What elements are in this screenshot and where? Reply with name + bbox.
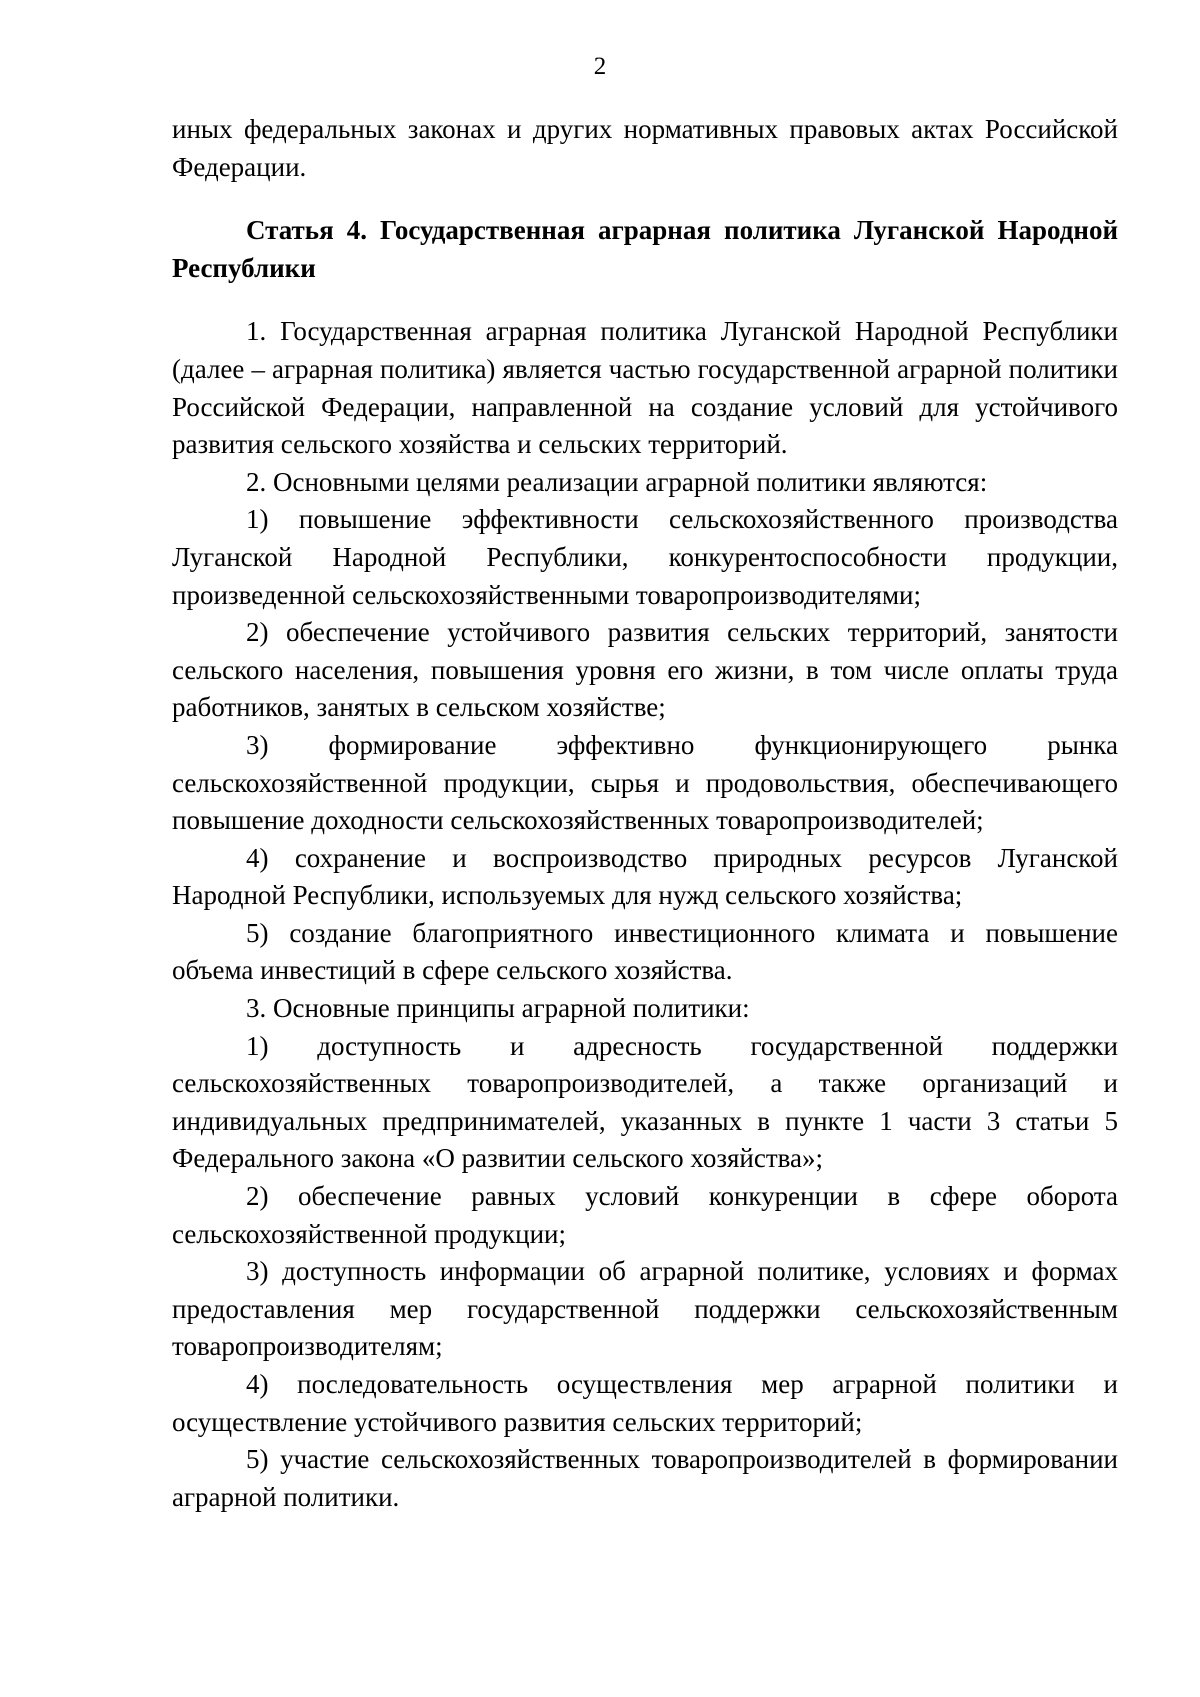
page-number: 2	[593, 53, 607, 80]
goal-item-2: 2) обеспечение устойчивого развития сельских территорий, занятости сельского населения, повышения уровня его жизни, в том числе оплаты труда работников, занятых в сельском хозяйстве;	[172, 617, 1118, 723]
principle-item-3: 3) доступность информации об аграрной политике, условиях и формах предоставления мер государственной поддержки сельскохозяйственным товаропроизводителям;	[172, 1256, 1118, 1362]
paragraph-3: 3. Основные принципы аграрной политики:	[246, 993, 750, 1024]
principle-item-5: 5) участие сельскохозяйственных товаропроизводителей в формировании аграрной политики.	[172, 1444, 1118, 1512]
goal-item-4: 4) сохранение и воспроизводство природных ресурсов Луганской Народной Республики, используемых для нужд сельского хозяйства;	[172, 842, 1118, 911]
goal-item-1: 1) повышение эффективности сельскохозяйственного производства Луганской Народной Республики, конкурентоспособности продукции, произведенной сельскохозяйственными товаропроизводителями;	[172, 504, 1118, 610]
goal-item-5: 5) создание благоприятного инвестиционного климата и повышение объема инвестиций в сфере сельского хозяйства.	[172, 917, 1118, 986]
paragraph-2: 2. Основными целями реализации аграрной политики являются:	[246, 466, 988, 497]
paragraph-1: 1. Государственная аграрная политика Луганской Народной Республики (далее – аграрная политика) является частью государственной аграрной политики Российской Федерации, направленной на создание условий для устойчивого развития сельского хозяйства и сельских территорий.	[172, 316, 1118, 460]
principle-item-1: 1) доступность и адресность государственной поддержки сельскохозяйственных товаропроизводителей, а также организаций и индивидуальных предпринимателей, указанных в пункте 1 части 3 статьи 5 Федерального закона «О развитии сельского хозяйства»;	[172, 1030, 1118, 1174]
principle-item-4: 4) последовательность осуществления мер аграрной политики и осуществление устойчивого развития сельских территорий;	[172, 1369, 1118, 1437]
article-title: Статья 4. Государственная аграрная политика Луганской Народной Республики	[172, 215, 1118, 283]
goal-item-3: 3) формирование эффективно функционирующего рынка сельскохозяйственной продукции, сырья и продовольствия, обеспечивающего повышение доходности сельскохозяйственных товаропроизводителей;	[172, 729, 1118, 836]
document-body	[172, 111, 1118, 1516]
paragraph-continuation: иных федеральных законах и других нормативных правовых актах Российской Федерации.	[172, 114, 1118, 182]
principle-item-2: 2) обеспечение равных условий конкуренции в сфере оборота сельскохозяйственной продукции;	[172, 1181, 1118, 1249]
